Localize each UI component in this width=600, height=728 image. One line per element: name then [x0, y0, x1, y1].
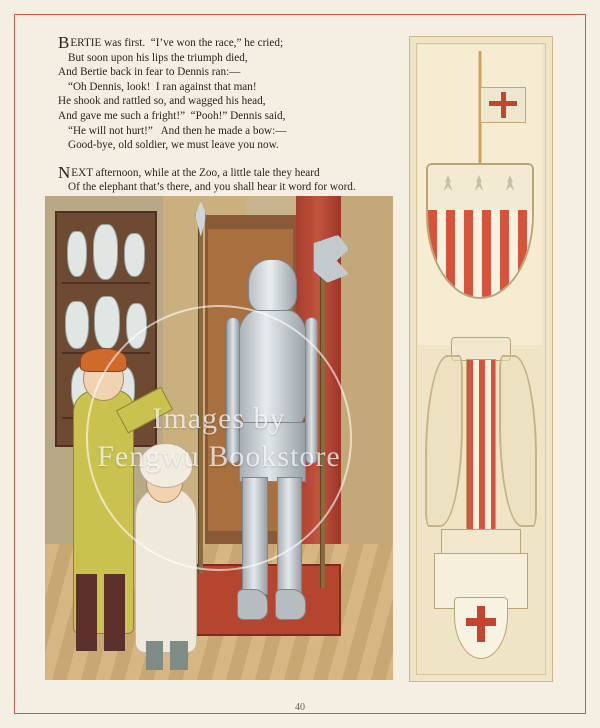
vase [93, 224, 118, 279]
poem-line [58, 162, 393, 182]
poem-line [58, 109, 393, 124]
armour-right-sabaton [275, 589, 306, 620]
shield-pales [428, 210, 532, 297]
cross-horizontal [466, 618, 496, 626]
poem-line [58, 138, 393, 153]
watermark-line-2: Fengwu Bookstore [97, 440, 341, 473]
vase [65, 301, 88, 349]
armour-right-leg [277, 477, 303, 595]
poem-line-text: “Oh Dennis, look! I ran against that man! [68, 80, 257, 93]
poem-line [58, 94, 393, 109]
armour-helmet [248, 259, 297, 312]
drop-cap-b: B [58, 33, 70, 52]
poem-line-text: “He will not hurt!” And then he made a bow:— [68, 124, 287, 137]
illustration [45, 196, 393, 680]
poem-text-block [58, 33, 393, 195]
vase [126, 303, 147, 349]
poem-line [58, 180, 393, 195]
poem-line [58, 80, 393, 95]
heraldic-shield [426, 163, 534, 299]
armour-right-arm [305, 317, 319, 464]
poem-line-text: Of the elephant that’s there, and you shall hear it word for word. [68, 181, 356, 194]
column-shaft [466, 359, 496, 531]
toddler-dress [135, 486, 196, 653]
poem-line-text: ERTIE was first. “I’ve won the race,” he cried; [70, 37, 284, 49]
toddler-hat [139, 443, 193, 489]
ermine-spot-icon [442, 175, 454, 191]
toddler-right-leg [170, 641, 187, 670]
shield-chief [428, 165, 532, 212]
ornament-upper-field [418, 45, 542, 345]
armour-breastplate [237, 310, 308, 428]
armour-left-leg [242, 477, 268, 595]
banner-flag-icon [480, 87, 526, 123]
poem-line [58, 33, 393, 52]
poem-line [58, 65, 393, 80]
armour-left-sabaton [237, 589, 268, 620]
poem-line-text: But soon upon his lips the triumph died, [68, 51, 248, 64]
toddler-left-leg [146, 641, 163, 670]
boy-right-leg [104, 574, 125, 651]
poem-line [58, 51, 393, 66]
cabinet-shelf [62, 282, 150, 284]
poem-line-text: EXT afternoon, while at the Zoo, a little tale they heard [71, 166, 320, 179]
foliate-scroll-left [425, 355, 463, 527]
classical-column [425, 337, 537, 607]
vase [94, 296, 119, 349]
cross-horizontal [489, 101, 517, 106]
column-base [441, 529, 521, 555]
watermark-line-1: Images by [152, 402, 286, 435]
halberd-shaft [320, 240, 325, 588]
poem-line-text: And Bertie back in fear to Dennis ran:— [58, 66, 241, 79]
heraldic-border-panel [409, 36, 553, 682]
suit-of-armour [226, 259, 316, 622]
foliate-scroll-right [499, 355, 537, 527]
boy-cap [80, 348, 127, 372]
boy-left-leg [76, 574, 97, 651]
poem-line-text: Good-bye, old soldier, we must leave you now. [68, 139, 279, 152]
poem-line-text: And gave me such a fright!” “Pooh!” Dennis said, [58, 109, 286, 122]
vase [124, 233, 145, 277]
drop-cap-n: N [58, 162, 71, 182]
ermine-spot-icon [504, 175, 516, 191]
poem-stanza-1 [58, 33, 393, 153]
page-number: 40 [295, 702, 305, 713]
spear-shaft [198, 215, 203, 573]
poem-line [58, 124, 393, 139]
vase [67, 231, 87, 277]
armour-fauld [239, 422, 306, 482]
poem-line-text: He shook and rattled so, and wagged his head, [58, 95, 266, 108]
ermine-spot-icon [473, 175, 485, 191]
poem-stanza-2 [58, 162, 393, 195]
